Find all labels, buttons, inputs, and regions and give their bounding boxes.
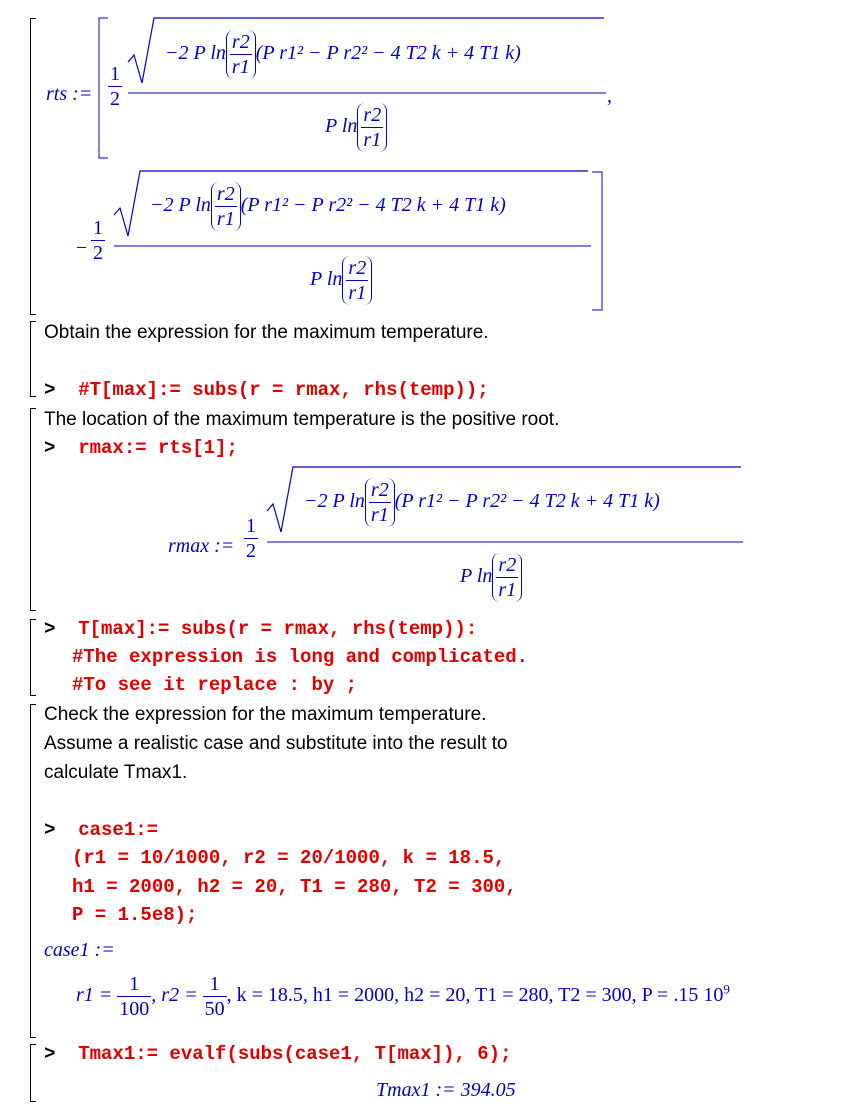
case1-command-line-1[interactable]: > case1:=: [44, 819, 159, 841]
obtain-text: Obtain the expression for the maximum temperature.: [44, 322, 489, 343]
rmax-half-fraction: $\frac{1}{2}$: [246, 515, 256, 562]
radicand-2: −2 P ln $\frac{r2}{r1}$ (P r1² − P r2² − 4 T2 k + 4 T1 k): [150, 183, 506, 230]
rmax-lhs: rmax :=: [168, 535, 235, 557]
denominator-1: P ln $\frac{r2}{r1}$: [325, 103, 387, 152]
section-group-rmax: [30, 408, 31, 611]
output-group-rts: [30, 18, 31, 315]
tmax-command-line-1[interactable]: > T[max]:= subs(r = rmax, rhs(temp)):: [44, 618, 478, 640]
case1-command-line-2[interactable]: (r1 = 10/1000, r2 = 20/1000, k = 18.5,: [72, 847, 506, 869]
tmax1-output: Tmax1 := 394.05: [376, 1079, 516, 1101]
case1-output-lhs: case1 :=: [44, 939, 115, 961]
rmax-radicand: −2 P ln $\frac{r2}{r1}$ (P r1² − P r2² − 4 T2 k + 4 T1 k): [304, 479, 660, 526]
right-bracket: [592, 172, 604, 312]
tmax-command-line-2[interactable]: #The expression is long and complicated.: [72, 646, 529, 668]
radicand-1: −2 P ln $\frac{r2}{r1}$ (P r1² − P r2² − 4 T2 k + 4 T1 k): [165, 31, 521, 78]
case1-output-values: r1 = $\frac{1}{100}$ , r2 = $\frac{1}{50}$ , k = 18.5, h1 = 2000, h2 = 20, T1 = 280, T2 = 300, P = .15 $10^9$: [76, 973, 730, 1020]
comma: ,: [607, 85, 612, 107]
section-group-tmax: [30, 619, 31, 696]
section-group-tmax1: [30, 1044, 31, 1102]
rmax-fraction-bar: [267, 541, 747, 543]
check-text-line-2: Assume a realistic case and substitute into the result to: [44, 733, 508, 754]
tmax1-command[interactable]: > Tmax1:= evalf(subs(case1, T[max]), 6);: [44, 1043, 512, 1065]
rmax-denominator: P ln $\frac{r2}{r1}$: [460, 553, 522, 602]
location-text: The location of the maximum temperature is the positive root.: [44, 409, 560, 430]
section-group-obtain: [30, 321, 31, 397]
half-fraction-2: $\frac{1}{2}$: [93, 217, 103, 264]
main-fraction-bar-2: [114, 245, 594, 247]
rts-lhs: rts :=: [46, 83, 93, 105]
rmax-command[interactable]: > rmax:= rts[1];: [44, 437, 238, 459]
case1-command-line-4[interactable]: P = 1.5e8);: [72, 904, 198, 926]
check-text-line-1: Check the expression for the maximum temperature.: [44, 704, 487, 725]
main-fraction-bar-1: [128, 92, 608, 94]
tmax-command-line-3[interactable]: #To see it replace : by ;: [72, 674, 358, 696]
case1-command-line-3[interactable]: h1 = 2000, h2 = 20, T1 = 280, T2 = 300,: [72, 876, 517, 898]
section-group-case1: [30, 704, 31, 1038]
check-text-line-3: calculate Tmax1.: [44, 762, 188, 783]
minus-sign: −: [76, 237, 88, 259]
half-fraction-1: $\frac{1}{2}$: [110, 63, 120, 110]
denominator-2: P ln $\frac{r2}{r1}$: [310, 256, 372, 305]
max-temp-command[interactable]: > #T[max]:= subs(r = rmax, rhs(temp));: [44, 379, 489, 401]
